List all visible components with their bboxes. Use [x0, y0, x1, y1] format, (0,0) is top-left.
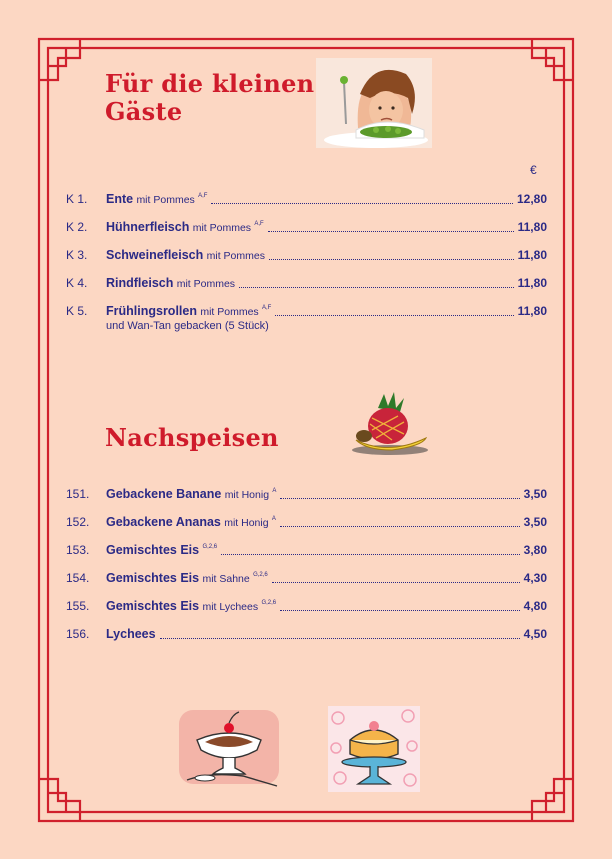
- item-extra: mit Sahne: [202, 573, 250, 585]
- allergen-codes: A,F: [262, 305, 272, 311]
- allergen-codes: A,F: [198, 193, 208, 199]
- girl-eating-photo: [316, 58, 432, 148]
- dot-leader: [269, 259, 514, 260]
- item-extra: mit Pommes: [136, 194, 195, 206]
- dot-leader: [280, 498, 520, 499]
- item-description: [106, 571, 272, 585]
- item-number: K 5.: [66, 304, 88, 318]
- kids-section-title: [105, 70, 314, 126]
- menu-item-row: [66, 487, 547, 503]
- allergen-codes: G,2,6: [202, 544, 218, 550]
- dot-leader: [280, 610, 520, 611]
- item-price: 3,80: [520, 543, 547, 557]
- allergen-codes: A: [272, 488, 277, 494]
- item-description: [106, 487, 280, 501]
- dot-leader: [211, 203, 513, 204]
- item-price: 11,80: [514, 304, 547, 318]
- item-number: K 1.: [66, 192, 88, 206]
- item-number: 153.: [66, 543, 90, 557]
- item-name: Frühlingsrollen: [106, 304, 197, 318]
- menu-item-row: [66, 543, 547, 559]
- item-name: Ente: [106, 192, 134, 206]
- item-extra: mit Honig: [224, 517, 269, 529]
- menu-item-row: [66, 276, 547, 292]
- menu-item-row: [66, 627, 547, 643]
- item-price: 11,80: [514, 220, 547, 234]
- item-description: [106, 276, 239, 290]
- dot-leader: [268, 231, 514, 232]
- kids-item5-subline: und Wan-Tan gebacken (5 Stück): [106, 320, 269, 332]
- item-extra: mit Pommes: [200, 306, 259, 318]
- item-name: Hühnerfleisch: [106, 220, 190, 234]
- item-number: K 4.: [66, 276, 88, 290]
- item-extra: mit Lychees: [202, 601, 259, 613]
- menu-item-row: [66, 248, 547, 264]
- allergen-codes: A,F: [254, 221, 264, 227]
- dot-leader: [280, 526, 520, 527]
- item-number: 152.: [66, 515, 90, 529]
- dot-leader: [239, 287, 514, 288]
- item-extra: mit Pommes: [206, 250, 265, 262]
- item-extra: mit Pommes: [176, 278, 236, 290]
- item-description: [106, 515, 280, 529]
- dot-leader: [272, 582, 520, 583]
- item-name: Schweinefleisch: [106, 248, 204, 262]
- item-price: 4,80: [520, 599, 547, 613]
- item-description: [106, 543, 221, 557]
- cake-stand-icon: [328, 706, 420, 792]
- item-price: 3,50: [520, 515, 547, 529]
- menu-item-row: [66, 192, 547, 208]
- menu-item-row: [66, 304, 547, 320]
- item-price: 11,80: [514, 276, 547, 290]
- dot-leader: [221, 554, 520, 555]
- item-price: 11,80: [514, 248, 547, 262]
- ice-cream-sundae-icon: [179, 706, 283, 788]
- dot-leader: [275, 315, 514, 316]
- menu-item-row: [66, 220, 547, 236]
- item-name: Gebackene Ananas: [106, 515, 221, 529]
- desserts-section-title: Nachspeisen: [105, 423, 279, 452]
- kids-title-line2: Gäste: [105, 97, 183, 126]
- pineapple-banana-icon: [348, 390, 430, 458]
- dot-leader: [160, 638, 520, 639]
- item-number: 155.: [66, 599, 90, 613]
- item-description: [106, 627, 160, 641]
- item-description: [106, 192, 211, 206]
- item-price: 12,80: [513, 192, 547, 206]
- currency-label: €: [530, 163, 537, 177]
- allergen-codes: A: [271, 516, 276, 522]
- allergen-codes: G,2,6: [261, 600, 277, 606]
- item-number: 156.: [66, 627, 90, 641]
- item-description: [106, 304, 275, 318]
- item-description: [106, 220, 268, 234]
- item-number: K 2.: [66, 220, 88, 234]
- kids-title-line1: Für die kleinen: [105, 69, 315, 98]
- item-price: 4,50: [520, 627, 547, 641]
- item-name: Rindfleisch: [106, 276, 174, 290]
- item-name: Gemischtes Eis: [106, 599, 200, 613]
- item-extra: mit Honig: [224, 489, 270, 501]
- menu-item-row: [66, 599, 547, 615]
- item-price: 4,30: [520, 571, 547, 585]
- menu-item-row: [66, 571, 547, 587]
- item-name: Lychees: [106, 627, 156, 641]
- allergen-codes: G,2,6: [253, 572, 268, 578]
- menu-item-row: [66, 515, 547, 531]
- item-number: 151.: [66, 487, 90, 501]
- item-number: K 3.: [66, 248, 88, 262]
- item-extra: mit Pommes: [192, 222, 252, 234]
- item-name: Gemischtes Eis: [106, 571, 200, 585]
- item-price: 3,50: [520, 487, 547, 501]
- item-name: Gemischtes Eis: [106, 543, 200, 557]
- item-number: 154.: [66, 571, 90, 585]
- item-description: [106, 599, 280, 613]
- item-name: Gebackene Banane: [106, 487, 222, 501]
- item-description: [106, 248, 269, 262]
